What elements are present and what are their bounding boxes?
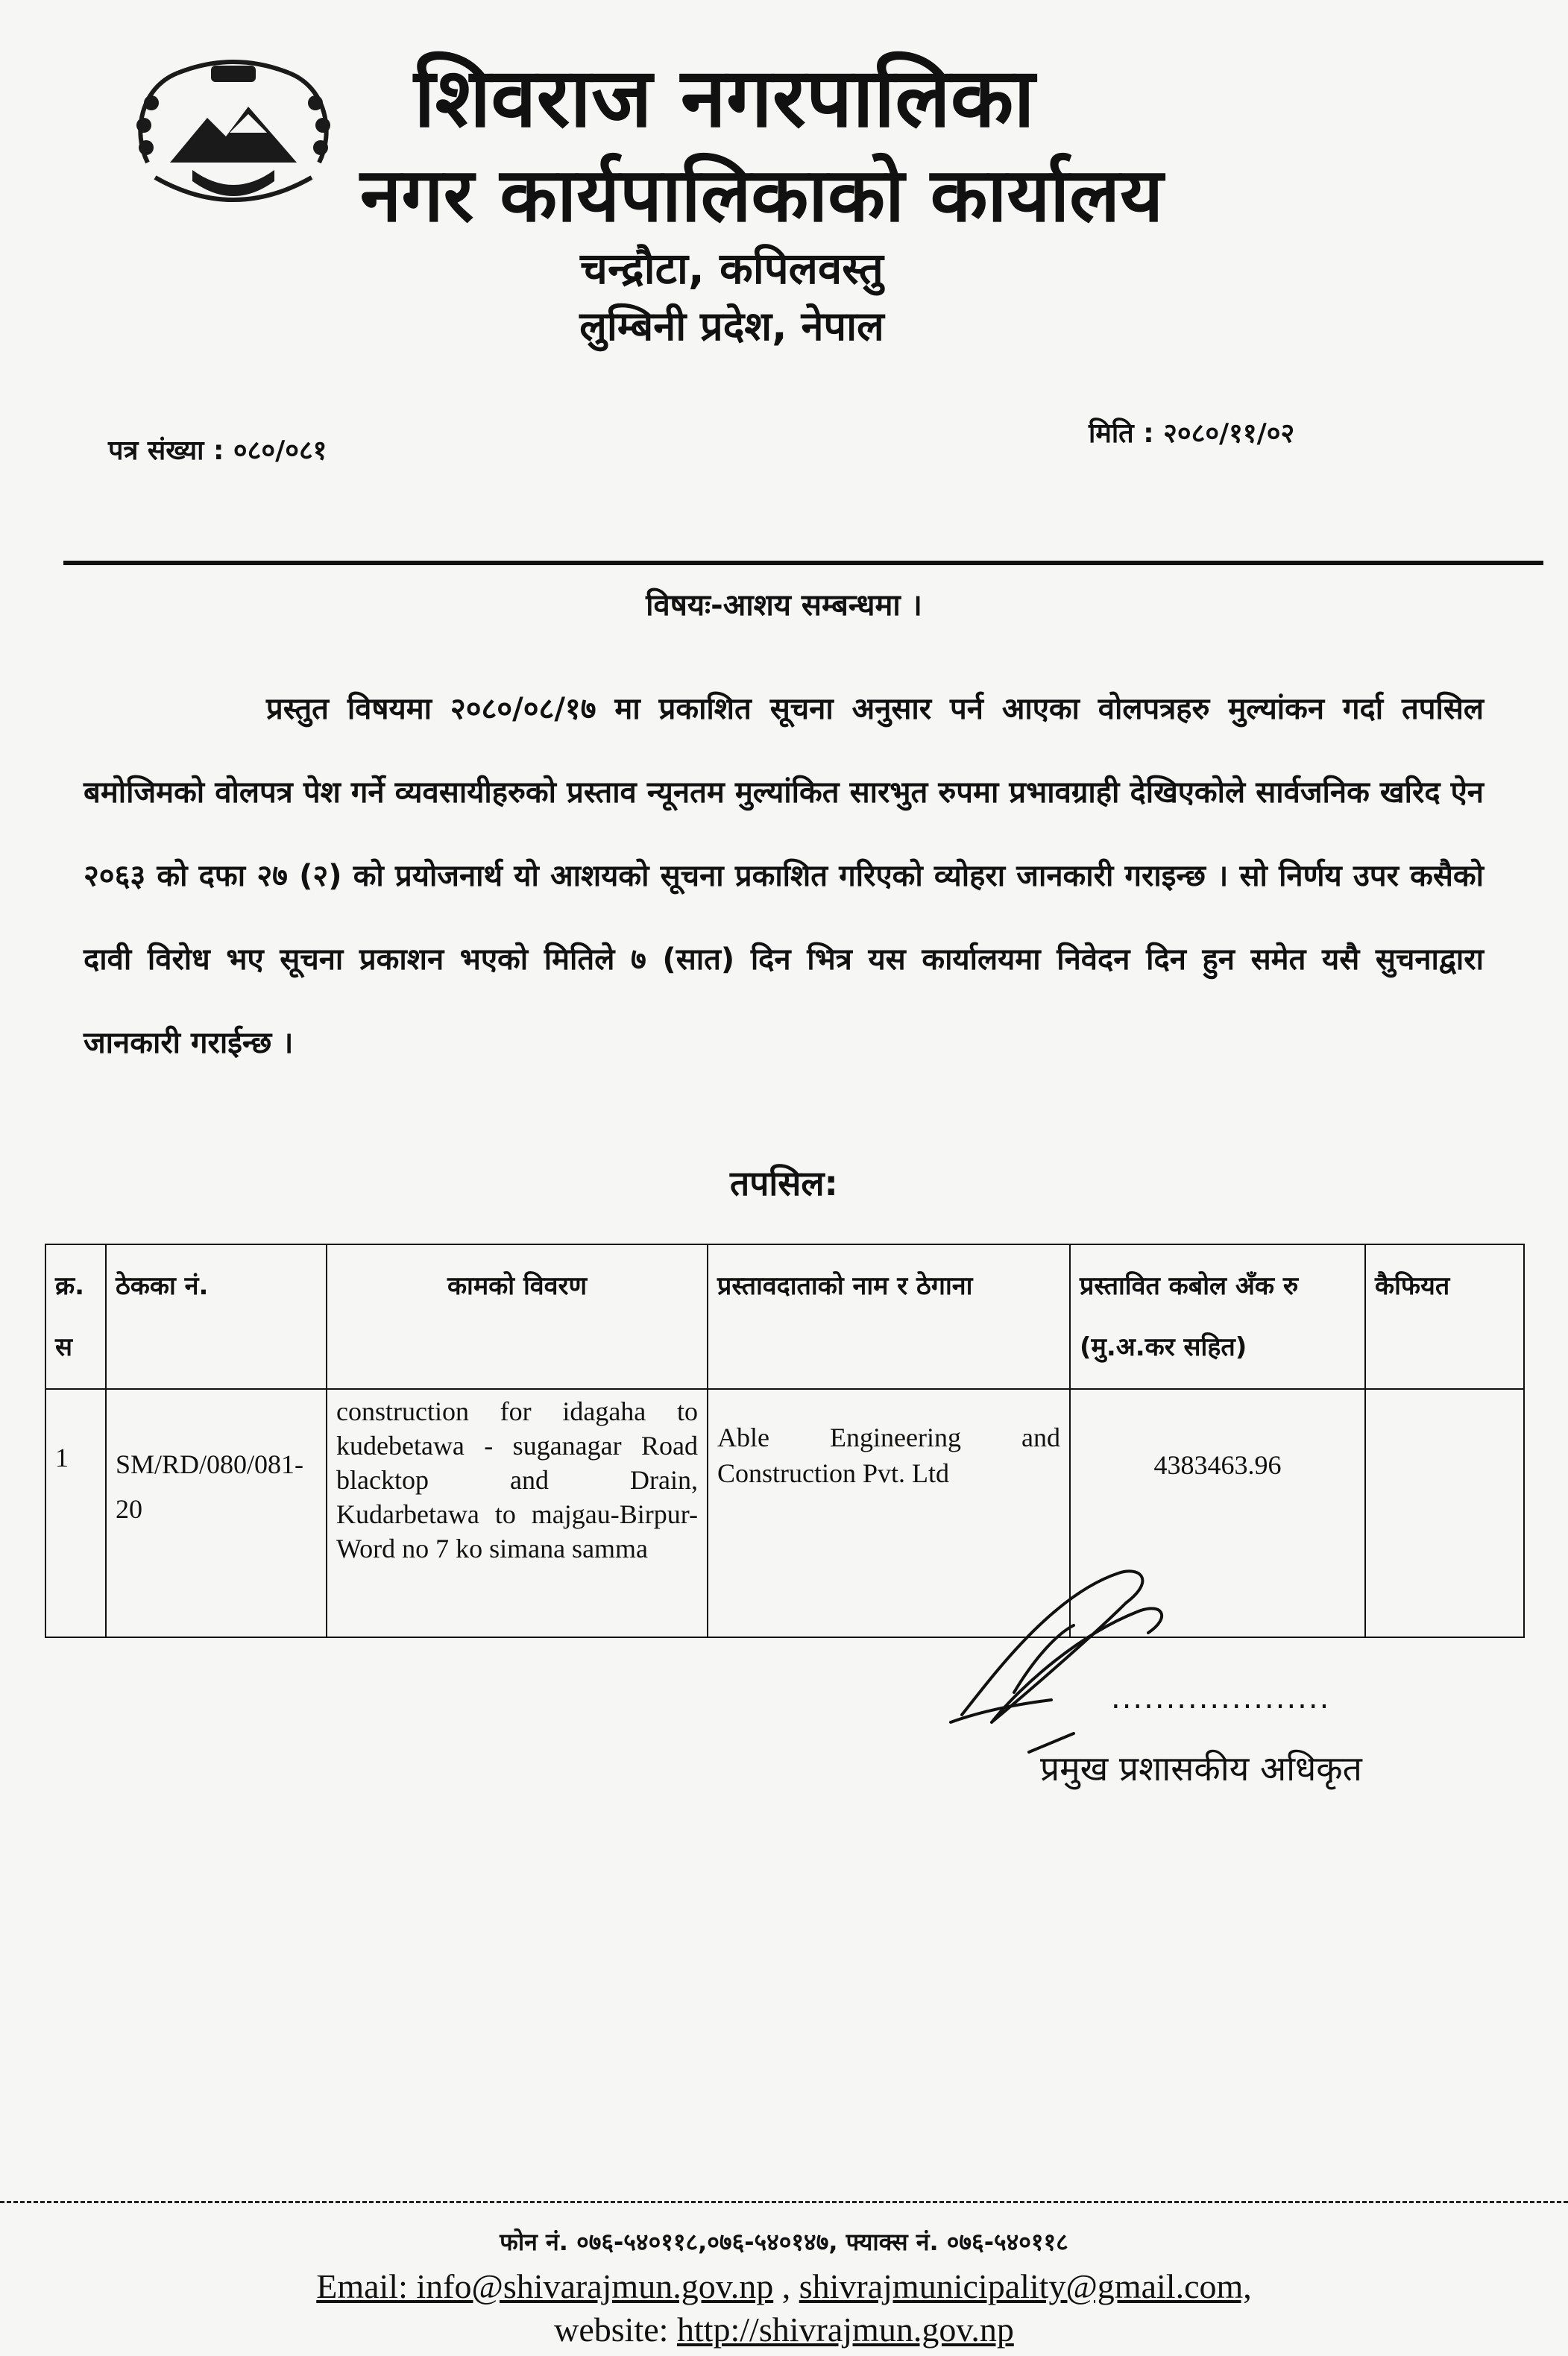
details-heading: तपसिल: [730, 1163, 838, 1203]
cell-remarks [1365, 1389, 1524, 1637]
col-header-work: कामको विवरण [327, 1244, 708, 1389]
email-link-2[interactable]: shivrajmunicipality@gmail.com, [799, 2267, 1252, 2305]
office-location: चन्द्रौटा, कपिलवस्तु [580, 243, 884, 294]
col-header-amount: प्रस्तावित कबोल अँक रु (मु.अ.कर सहित) [1070, 1244, 1365, 1389]
website-link[interactable]: http://shivrajmun.gov.np [676, 2311, 1014, 2349]
cell-contract-no: SM/RD/080/081-20 [106, 1389, 327, 1637]
signatory-title: प्रमुख प्रशासकीय अधिकृत [1040, 1748, 1362, 1789]
col-header-bidder: प्रस्तावदाताको नाम र ठेगाना [708, 1244, 1070, 1389]
footer-email-line [0, 2267, 1568, 2306]
signature-line: .................... [1111, 1681, 1331, 1716]
letter-number: पत्र संख्या : ०८०/०८१ [108, 435, 327, 466]
email-separator: , [773, 2267, 799, 2305]
office-name: नगर कार्यपालिकाको कार्यालय [359, 151, 1164, 239]
footer-website-line [0, 2310, 1568, 2349]
col-header-sn: क्र. स [45, 1244, 106, 1389]
notice-paragraph: प्रस्तुत विषयमा २०८०/०८/१७ मा प्रकाशित सूचना अनुसार पर्न आएका वोलपत्रहरु मुल्यांकन गर्दा तपसिल बमोजिमको वोलपत्र पेश गर्ने व्यवसायीहरुको प्रस्ताव न्यूनतम मुल्यांकित सारभुत रुपमा प्रभावग्राही देखिएकोले सार्वजनिक खरिद ऐन २०६३ को दफा २७ (२) को प्रयोजनार्थ यो आशयको सूचना प्रकाशित गरिएको व्योहरा जानकारी गराइन्छ । सो निर्णय उपर कसैको दावी विरोध भए सूचना प्रकाशन भएको मितिले ७ (सात) दिन भित्र यस कार्यालयमा निवेदन दिन हुन समेत यसै सुचनाद्वारा जानकारी गराईन्छ । [84, 692, 1484, 1060]
cell-work: construction for idagaha to kudebetawa - suganagar Road blacktop and Drain, Kudarbetawa to majgau-Birpur-Word no 7 ko simana samma [327, 1389, 708, 1637]
subject-line: विषयः-आशय सम्बन्धमा । [646, 588, 922, 623]
footer-divider [0, 2201, 1568, 2203]
signature [947, 1566, 1215, 1760]
header-divider [63, 561, 1543, 565]
office-province: लुम्बिनी प्रदेश, नेपाल [579, 303, 884, 350]
notice-body [84, 667, 1484, 1085]
cell-sn: 1 [45, 1389, 106, 1637]
email-link[interactable]: Email: info@shivarajmun.gov.np [316, 2267, 774, 2305]
table-header-row [45, 1244, 1524, 1389]
website-label: website: [554, 2311, 677, 2349]
cell-bidder: Able Engineering and Construction Pvt. Ltd [708, 1389, 1070, 1637]
letter-date: मिति : २०८०/११/०२ [1089, 418, 1295, 449]
footer-phone: फोन नं. ०७६-५४०११८,०७६-५४०१४७, फ्याक्स नं. ०७६-५४०११८ [500, 2228, 1068, 2256]
cell-amount: 4383463.96 [1070, 1389, 1365, 1637]
col-header-remarks: कैफियत [1365, 1244, 1524, 1389]
col-header-contract-no: ठेकका नं. [106, 1244, 327, 1389]
table-row [45, 1389, 1524, 1637]
bid-table [45, 1244, 1525, 1638]
municipality-name: शिवराज नगरपालिका [414, 50, 1035, 145]
